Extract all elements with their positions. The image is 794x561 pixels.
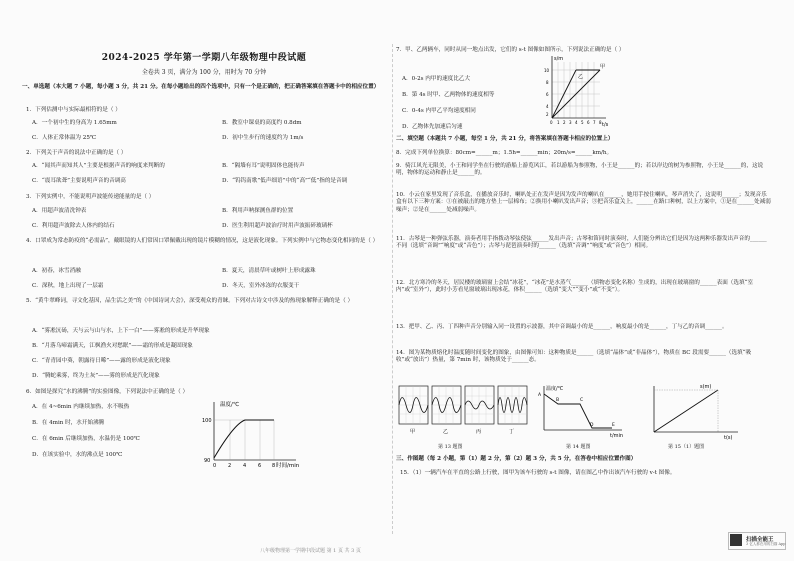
q7-xtick: 3 <box>569 120 572 125</box>
q5-option-a: A．“雾凇沆砀，天与云与山与水，上下一白”——雾凇的形成是升华现象 <box>32 328 210 334</box>
q3-option-d: D．医生利用超声波治疗时用声波振碎玻璃杯 <box>222 223 333 229</box>
q6-option-b: B．在 4min 时，水开始沸腾 <box>32 420 105 426</box>
section2-title: 二、填空题（本题共 7 小题，每空 1 分，共 21 分，将答案填在答题卡相应的位置上） <box>396 136 614 142</box>
q5-option-b: B．“月落乌啼霜满天，江枫渔火对愁眠”——霜的形成是凝固现象 <box>32 343 193 349</box>
q7-ylabel: s/m <box>554 56 564 62</box>
q4-option-d: D．冬天，室外冰冻的衣服变干 <box>222 283 300 289</box>
q6-xtick: 6 <box>258 463 262 468</box>
osc-label-jia: 甲 <box>410 429 416 435</box>
q2-option-c: C．“震耳欲聋”主要说明声音的音调高 <box>32 178 126 184</box>
q7-ytick: 8 <box>546 80 549 85</box>
q14-point-b: B <box>556 398 560 403</box>
scanner-label: 扫描全能王 <box>746 537 774 543</box>
q7-option-d: D．乙物体先加速后匀速 <box>402 124 463 130</box>
fig15-caption: 第 15（1）题图 <box>668 444 705 450</box>
q2-option-a: A．“闻其声而知其人”主要是根据声音的响度来判断的 <box>32 163 165 169</box>
q6-option-d: D．在该实验中，水的沸点是 100℃ <box>32 452 123 458</box>
q15-stem: 15．（1）一辆汽车在平直的公路上行驶，图甲为该车行驶的 s-t 图像，请在图乙中作出该汽车行驶的 v-t 图像。 <box>400 470 676 476</box>
q7-ytick: 4 <box>546 104 549 109</box>
osc-label-bing: 丙 <box>476 429 482 435</box>
q14-point-c: C <box>580 398 584 403</box>
q7-xlabel: t/s <box>602 122 609 128</box>
fig14-caption: 第 14 题图 <box>566 444 591 450</box>
osc-label-yi: 乙 <box>443 429 449 435</box>
exam-subtitle: 全卷共 3 页，满分为 100 分，用时为 70 分钟 <box>141 69 267 76</box>
q2-option-d: D．“钨钨南歌”低声细语”中的“高”“低”指的是音调 <box>222 178 348 184</box>
q6-option-c: C．在 6min 后继续加热，水温仍是 100℃ <box>32 436 140 442</box>
q1-option-a: A．一个初中生的身高为 1.65mm <box>32 120 117 126</box>
left-column <box>22 0 386 561</box>
q6-ylabel: 温度/℃ <box>220 402 240 408</box>
q3-option-a: A．用超声波清洗钟表 <box>32 208 87 214</box>
q6-ytick-90: 90 <box>204 458 211 464</box>
q7-series-yi: 乙 <box>578 74 584 80</box>
q6-xtick: 4 <box>243 463 247 468</box>
q7-stem: 7．甲、乙两辆车，同时从同一地点出发，它们的 s-t 图像如图所示，下列说法正确的是（ ） <box>396 47 625 53</box>
column-divider <box>392 44 393 534</box>
exam-title: 2024-2025 学年第一学期八年级物理中段试题 <box>101 53 307 63</box>
osc-label-ding: 丁 <box>509 429 515 435</box>
q2-option-b: B．“隔墙有耳”说明固体也能传声 <box>222 163 305 169</box>
q7-series-jia: 甲 <box>600 64 606 70</box>
q14-xlabel: t/min <box>610 433 624 438</box>
q2-stem: 2．下列关于声音的说法中正确的是（ ） <box>26 150 127 156</box>
q15-st-graph <box>640 382 744 440</box>
q1-option-b: B．教室中课桌的高度约 0.8dm <box>222 120 302 126</box>
q1-option-c: C．人体正常体温为 25℃ <box>32 135 97 141</box>
q6-xlabel: 时间/min <box>276 463 300 468</box>
q3-stem: 3．下列实例中，不能说明声波能传递能量的是（ ） <box>26 194 155 200</box>
q3-option-c: C．利用超声波除去人体内的结石 <box>32 223 115 229</box>
q11-stem: 11．古琴是一种弹弦乐器，演奏者用手指拨动琴弦使弦______发出声音；古琴和笛同时演奏时，人们能分辨出它们是因为这两种乐器发出声音的______不同（选填“音调”“响度”或“音色”）；古琴与琵琶演奏时的______（选填“音调”“响度”或“音色”）相同。 <box>396 236 767 250</box>
q6-boiling-graph <box>200 398 300 468</box>
right-column <box>396 0 774 561</box>
q5-option-c: C．“青青园中葵，朝露待日晞”——露的形成是液化现象 <box>32 358 171 364</box>
q15-xlabel: t(s) <box>724 435 733 440</box>
q14-point-a: A <box>538 393 542 398</box>
section1-title: 一、单选题（本大题 7 小题，每小题 3 分，共 21 分。在每小题给出的四个选项中，只有一个是正确的，把正确答案填在答题卡中的相应位置） <box>22 84 380 90</box>
qr-code-icon <box>730 534 742 546</box>
scanner-sublabel: 3 亿人都在用的扫描 App <box>746 542 786 546</box>
oscilloscope-bing <box>465 386 494 424</box>
q7-xtick: 1 <box>557 120 560 125</box>
q10-stem: 10．小云在家里发现了音乐盒，在播放音乐时，喇叭处正在发声是因为发声的喇叭在______，她用手按住喇叭，琴声消失了，这说明______；发现音乐盒有以下三种方案：①在被敲击的地方垫上一层棉布；②换用小喇叭发出声音；③把音乐盒关上，______在路口种树，以上方案中，①是在______处减弱噪声；②是在______处减弱噪声。 <box>396 192 771 213</box>
q5-stem: 5．“黄牛翠峰词，寻文化基因，品生活之美”的《中国诗词大会》，深受观众的青睐。下列对古诗文中涉及的热现象解释正确的是（ ） <box>26 298 354 304</box>
q7-option-b: B．第 4s 时甲、乙两物体的速度相等 <box>402 92 495 98</box>
q6-xtick: 8 <box>272 463 276 468</box>
q15-ylabel: s(m) <box>700 384 712 390</box>
q4-stem: 4．口罩成为常态防疫的“必需品”，戴眼镜的人们常因口罩佩戴出现的镜片模糊的情况，这是液化现象。下列实例中与它物态变化相同的是（ ） <box>26 238 379 244</box>
q7-st-graph <box>542 52 612 132</box>
q7-ytick: 2 <box>546 112 549 117</box>
q3-option-b: B．利用声呐探测鱼群的位置 <box>222 208 294 214</box>
q6-xtick: 0 <box>213 463 217 468</box>
q7-xtick: 4 <box>575 120 578 125</box>
q7-xtick: 0 <box>550 120 553 125</box>
fig13-caption: 第 13 题图 <box>438 444 463 450</box>
q14-point-e: E <box>612 423 615 428</box>
q6-stem: 6．如图是探究“水的沸腾”的实验图像，下列说法中正确的是（ ） <box>26 389 189 395</box>
q8-stem: 8．完成下列单位换算：80cm=______m；1.5h=______min；20m/s=______km/h。 <box>396 150 613 156</box>
oscilloscope-ding <box>498 386 527 424</box>
q5-option-d: D．“腾蛇乘雾，终为土灰”——雾的形成是汽化现象 <box>32 373 160 379</box>
q14-ylabel: 温度/℃ <box>546 386 564 392</box>
q13-stem: 13．把甲、乙、丙、丁四种声音分别输入同一设置的示波器，其中音调最小的是______，响度最小的是______，丁与乙的音调______。 <box>396 324 728 330</box>
page-footer: 八年级物理第一学期中段试题 第 1 页 共 3 页 <box>260 548 361 554</box>
oscilloscope-yi <box>432 386 461 424</box>
q6-option-a: A．在 4~6min 内继续加热，水不吸热 <box>32 404 130 410</box>
q12-stem: 12．北方寒冷的冬天，居民楼的玻璃窗上会结“冰花”，“冰花”是水蒸气______（填物态变化名称）生成的，出现在玻璃窗的______表面（选填“室内”或“室外”），此时小芳看见窗玻璃出现冰花，体积______（选填“变大”“变小”或“不变”）。 <box>396 280 754 294</box>
q7-option-a: A．0-2s 内甲的速度比乙大 <box>402 76 471 82</box>
q4-option-b: B．夏天，清晨草叶或树叶上形成露珠 <box>222 268 316 274</box>
q6-xtick: 2 <box>228 463 232 468</box>
q7-ytick: 10 <box>544 68 550 73</box>
q4-option-a: A．初春，冰雪消融 <box>32 268 81 274</box>
q7-xtick: 2 <box>563 120 566 125</box>
q7-xtick: 7 <box>593 120 596 125</box>
q7-option-c: C．0-4s 内甲乙平均速度相同 <box>402 108 476 114</box>
q7-xtick: 8 <box>599 120 602 125</box>
q7-xtick: 6 <box>587 120 590 125</box>
oscilloscope-jia <box>399 386 428 424</box>
q14-stem: 14．图为某物质熔化时温度随时间变化的图象，由图像可知：这种物质是______（选填“晶体”或“非晶体”），物质在 BC 段需要______（选填“吸收”或“放出”）热量，第 7min 时，该物质处于______态。 <box>396 350 752 364</box>
q1-stem: 1．下列估测中与实际最相符的是（ ） <box>26 107 121 113</box>
q6-ytick-100: 100 <box>202 418 212 424</box>
q7-xtick: 5 <box>581 120 584 125</box>
q9-stem: 9．骑江风光无限美，小王和同学坐在行驶的游船上游览风江，若以游船为参照物，小王是______的；若以岸边的树为参照物，小王是______的，这说明，物体的运动和静止是______的。 <box>396 163 764 177</box>
q4-option-c: C．深秋，地上出现了一层霜 <box>32 283 104 289</box>
q1-option-d: D．初中生步行的速度约为 1m/s <box>222 135 304 141</box>
q13-oscilloscope-figure <box>398 384 530 436</box>
q7-ytick: 6 <box>546 92 549 97</box>
q14-point-d: D <box>590 423 594 428</box>
section3-title: 三、作图题（每 2 小题，第（1）题 2 分，第（2）题 3 分，共 5 分，在答卷中相应位置作图） <box>396 456 637 462</box>
q14-melting-graph <box>536 382 628 438</box>
